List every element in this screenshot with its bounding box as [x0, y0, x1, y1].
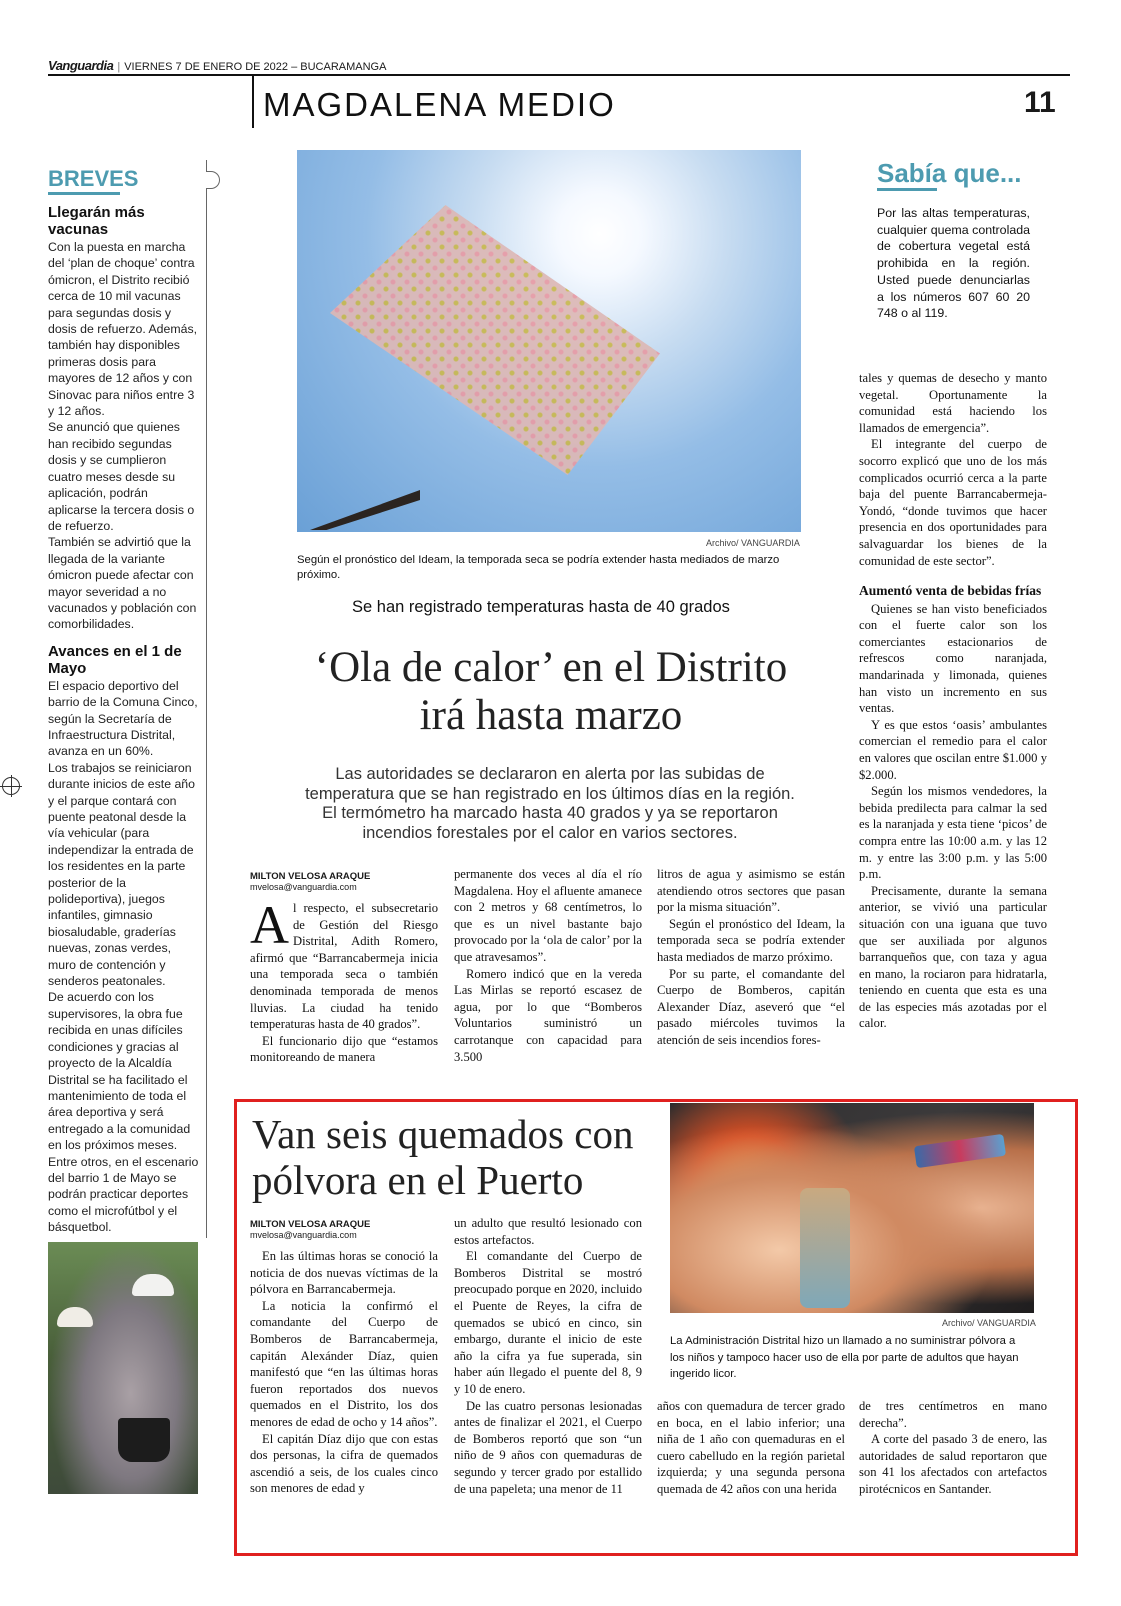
paragraph: permanente dos veces al día el río Magdalena. Hoy el afluente amanece con 2 metros y 68 centímetros, lo que es un nivel bastante bajo provocado por la ‘ola de calor’ por la que atravesamos”. [454, 867, 642, 964]
paragraph: Según los mismos vendedores, la bebida predilecta para calmar la sed es la naranjada y esta tiene ‘picos’ de compra entre las 10:00 a.m. y las 12 m. y entre las 3:00 p.m. y las 5:00 p.m. [859, 784, 1047, 882]
paragraph: un adulto que resultó lesionado con estos artefactos. [454, 1216, 642, 1247]
paragraph: El integrante del cuerpo de socorro explicó que uno de los más complicados ocurrió cerca a la parte baja del puente Barrancabermeja-Yondó, “donde tuvimos que hacer presencia en dos oportunidades para salvaguardar los bienes de la comunidad de este sector”. [859, 437, 1047, 568]
story2-column-2 [454, 1215, 642, 1497]
article-lead: Las autoridades se declararon en alerta por las subidas de temperatura que se han registrado en los últimos días en la región. El termómetro ha marcado hasta 40 grados y ya se reportaron incendios forestales por el calor en varios sectores. [305, 765, 795, 842]
article-column-2 [454, 866, 642, 1065]
breves-rule [48, 192, 120, 195]
breve-text: Se anunció que quienes han recibido segundas dosis y se cumplieron cuatro meses desde su aplicación, podrán aplicarse la tercera dosis o de refuerzo. [48, 420, 195, 533]
breve-text: Entre otros, en el escenario del barrio 1 de Mayo se podrán practicar deportes como el microfútbol y el básquetbol. [48, 1154, 199, 1235]
article-kicker: Se han registrado temperaturas hasta de 40 grados [352, 598, 730, 616]
story2-column-4 [859, 1398, 1047, 1498]
paragraph: El capitán Díaz dijo que con estas dos personas, la cifra de quemados ascendió a seis, de los cuales cinco son menores de edad y [250, 1431, 438, 1496]
paragraph: En las últimas horas se conoció la noticia de dos nuevas víctimas de la pólvora en Barrancabermeja. [250, 1249, 438, 1297]
sidebar-notch [206, 171, 220, 189]
paragraph: de tres centímetros en mano derecha”. [859, 1399, 1047, 1430]
article-headline [296, 644, 806, 740]
brand-logo: Vanguardia [48, 58, 114, 73]
paragraph: l respecto, el subsecretario de Gestión del Riesgo Distrital, Adith Romero, afirmó que “Barrancabermeja inicia una temporada seca o también denominada temporada de menos lluvias. La ciudad ha tenido temperaturas hasta de 40 grados”. [250, 901, 438, 1032]
paragraph: Precisamente, durante la semana anterior, se vivió una particular situación con una iguana que tuvo que ser auxiliada por algunos barranqueños que, con taza y agua en mano, la rociaron para hidratarla, teniendo en cuenta que esta es una de las especies más azotadas por el calor. [859, 883, 1047, 1031]
photo-caption: La Administración Distrital hizo un llamado a no suministrar pólvora a los niños y tampoco hacer uso de ella por parte de adultos que hayan ingerido licor. [670, 1335, 1019, 1380]
section-divider [252, 76, 254, 128]
paragraph: Romero indicó que en la vereda Las Mirlas se reportó escasez de agua, por lo que “Bomberos Voluntarios suministró un carrotanque con capacidad para 3.500 [454, 966, 642, 1064]
sabia-que-text: Por las altas temperaturas, cualquier quema controlada de cobertura vegetal está prohibida en la región. Usted puede denunciarlas a los números 607 60 20 748 o al 119. [877, 206, 1030, 321]
breve-text: Con la puesta en marcha del ‘plan de choque’ contra ómicron, el Distrito recibió cerca de 10 mil vacunas para segundas dosis y dosis de refuerzo. Además, también hay disponibles primeras dosis para mayores de 12 años y con Sinovac para niños entre 3 y 12 años. [48, 240, 198, 419]
section-title: MAGDALENA MEDIO [263, 86, 616, 123]
breves-title: BREVES [48, 166, 139, 191]
article-column-1 [250, 895, 438, 1066]
sabia-que-title: Sabía que... [877, 158, 1022, 188]
breves-column [48, 204, 200, 1236]
fireworks-photo [670, 1103, 1034, 1313]
author-email: mvelosa@vanguardia.com [250, 1230, 357, 1240]
paragraph: El funcionario dijo que “estamos monitoreando de manera [250, 1033, 438, 1065]
breve-text: De acuerdo con los supervisores, la obra fue recibida en unas difíciles condiciones y gracias al proyecto de la Alcaldía Distrital se ha facilitado el mantenimiento de toda el área deportiva y será entregado a la comunidad en los próximos meses. [48, 990, 191, 1153]
breve-text: El espacio deportivo del barrio de la Comuna Cinco, según la Secretaría de Infraestructura Distrital, avanza en un 60%. [48, 678, 198, 759]
paragraph: tales y quemas de desecho y manto vegetal. Oportunamente la comunidad está haciendo los llamados de emergencia”. [859, 371, 1047, 435]
bucket-icon [118, 1418, 170, 1462]
masthead: Vanguardia | VIERNES 7 DE ENERO DE 2022 – BUCARAMANGA [48, 58, 387, 73]
author-email: mvelosa@vanguardia.com [250, 882, 357, 892]
paragraph: De las cuatro personas lesionadas antes de finalizar el 2021, el Cuerpo de Bomberos reportó que son “un niño de 9 años con quemaduras de segundo y tercer grado por estallido de una papeleta; una menor de 11 [454, 1398, 642, 1496]
story2-byline [250, 1219, 370, 1241]
sidebar-rule [206, 160, 207, 1238]
breve-heading: Llegarán más vacunas [48, 204, 145, 238]
dateline: VIERNES 7 DE ENERO DE 2022 – BUCARAMANGA [124, 61, 387, 73]
paragraph: Quienes se han visto beneficiados con el fuerte calor son los comerciantes estacionarios de refrescos como naranjada, mandarinada y limonada, quienes han visto un incremento en sus ventas. [859, 601, 1047, 716]
story2-column-3 [657, 1398, 845, 1498]
paragraph: litros de agua y asimismo se están atendiendo otros sectores que pasan por la misma situación”. [657, 867, 845, 915]
headline-line: pólvora en el Puerto [252, 1157, 584, 1203]
page-number: 11 [1024, 86, 1056, 119]
story2-headline [252, 1111, 672, 1203]
sabia-que-rule [877, 188, 937, 191]
breve-text: También se advirtió que la llegada de la variante ómicron puede afectar con mayor severidad a no vacunados y población con comorbilidades. [48, 535, 197, 632]
story2-column-1 [250, 1248, 438, 1497]
article-subhead: Aumentó venta de bebidas frías [859, 583, 1042, 599]
paragraph: A corte del pasado 3 de enero, las autoridades de salud reportaron que son 41 los afectados con artefactos pirotécnicos en Santander. [859, 1432, 1047, 1496]
paragraph: Según el pronóstico del Ideam, la temporada seca se podría extender hasta mediados de marzo próximo. [657, 916, 845, 964]
header-rule [48, 74, 1070, 76]
paragraph: El comandante del Cuerpo de Bomberos Distrital se mostró preocupado porque en 2020, incluido el Puente de Reyes, la cifra de quemados se ubicó en cinco, sin embargo, durante el inicio de este año la cifra ya fue superada, sin haber aún llegado el puente del 8, 9 y 10 de enero. [454, 1249, 642, 1396]
headline-line: ‘Ola de calor’ en el Distrito [314, 644, 788, 691]
breve-text: Los trabajos se reiniciaron durante inicios de este año y el parque contará con puente peatonal desde la vía vehicular (para independizar la entrada de los residentes en la parte posterior de la polideportiva), juegos infantiles, gimnasio biosaludable, graderías nuevas, zonas verdes, muro de contención y senderos peatonales. [48, 760, 195, 989]
drop-cap: A [250, 895, 289, 955]
headline-line: irá hasta marzo [419, 692, 683, 739]
article-column-3 [657, 866, 845, 1049]
author-name: MILTON VELOSA ARAQUE [250, 871, 371, 882]
author-name: MILTON VELOSA ARAQUE [250, 1219, 371, 1230]
article-column-4 [859, 370, 1047, 1032]
paragraph: Y es que estos ‘oasis’ ambulantes comercian el remedio para el calor en valores que oscilan entre $1.000 y $2.000. [859, 717, 1047, 782]
photo-caption: Según el pronóstico del Ideam, la temporada seca se podría extender hasta mediados de marzo próximo. [297, 554, 780, 581]
lighter-icon [800, 1188, 850, 1308]
photo-credit: Archivo/ VANGUARDIA [942, 1318, 1036, 1328]
headline-line: Van seis quemados con [252, 1111, 634, 1157]
photo-credit: Archivo/ VANGUARDIA [706, 538, 800, 548]
registration-mark-icon [2, 777, 20, 795]
paragraph: Por su parte, el comandante del Cuerpo de Bomberos, capitán Alexander Díaz, aseveró que “el pasado miércoles tuvimos la atención de seis incendios fores- [657, 966, 845, 1047]
paragraph: años con quemadura de tercer grado en boca, en el labio inferior; una niña de 1 año con quemaduras en el cuero cabelludo en la región parietal izquierda; y una segunda persona quemada de 42 años con una herida [657, 1399, 845, 1496]
paragraph: La noticia la confirmó el comandante del Cuerpo de Bomberos de Barrancabermeja, capitán Alexánder Díaz, quien manifestó que “en las últimas horas fueron reportados dos nuevos quemados en el Distrito, los dos menores de edad de ocho y 14 años”. [250, 1298, 438, 1429]
article-byline [250, 871, 370, 893]
breve-heading: Avances en el 1 de Mayo [48, 642, 182, 677]
